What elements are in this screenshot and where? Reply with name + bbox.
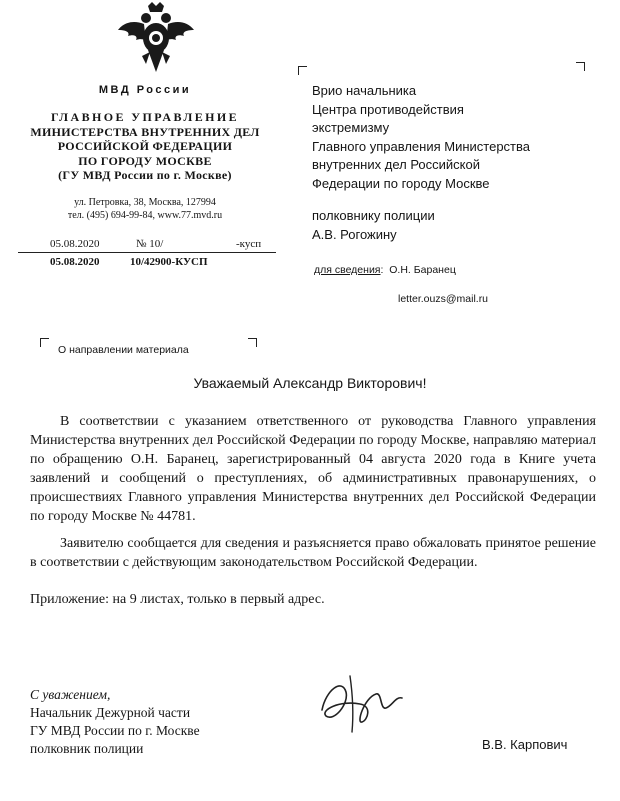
letter-body <box>30 412 596 609</box>
position-line: ГУ МВД России по г. Москве <box>30 723 200 738</box>
greeting: Уважаемый Александр Викторович! <box>193 375 427 391</box>
ministry-short-name: МВД России <box>98 84 192 96</box>
copy-email: letter.ouzs@mail.ru <box>398 293 489 305</box>
registration-stamp <box>18 256 276 270</box>
addressee-line: экстремизму <box>312 120 390 135</box>
copy-recipient <box>314 264 456 276</box>
corner-mark <box>576 62 585 71</box>
copy-label: для сведения <box>314 264 381 276</box>
handwritten-signature-icon <box>316 670 408 736</box>
signature-block <box>30 686 200 758</box>
letter-subject: О направлении материала <box>58 344 189 356</box>
address-line: ул. Петровка, 38, Москва, 127994 <box>74 197 216 208</box>
org-name-line: ГЛАВНОЕ УПРАВЛЕНИЕ <box>50 110 240 124</box>
org-name-line: МИНИСТЕРСТВА ВНУТРЕННИХ ДЕЛ <box>30 124 260 139</box>
organization-address <box>14 196 276 222</box>
addressee-line: Федерации по городу Москве <box>312 175 490 191</box>
addressee-line: Врио начальника <box>312 83 417 98</box>
addressee-line: Центра противодействия <box>312 101 464 117</box>
position-line: Начальник Дежурной части <box>30 705 191 720</box>
addressee-line: внутренних дел Российской <box>312 157 480 172</box>
org-name-line: (ГУ МВД России по г. Москве) <box>58 168 232 182</box>
corner-mark <box>248 338 257 347</box>
body-paragraph: В соответствии с указанием ответственного от руководства Главного управления Министерства внутренних дел Российской Федерации по городу Москве, направляю материал по обращению О.Н. Баранец, зарегистрированный 04 августа 2020 года в Книге учета заявлений и сообщений о преступлениях, об административных правонарушениях, о происшествиях Главного управления Министерства внутренних дел Российской Федерации по городу Москве № 44781. <box>30 414 596 524</box>
organization-name <box>14 110 276 183</box>
addressee-name: А.В. Рогожину <box>312 226 397 242</box>
printed-date: 05.08.2020 <box>50 238 100 250</box>
regards: С уважением, <box>30 687 111 702</box>
copy-name: О.Н. Баранец <box>389 264 456 276</box>
printed-number: № 10/ <box>136 238 164 250</box>
stamped-date: 05.08.2020 <box>50 256 100 268</box>
printed-suffix: -кусп <box>236 238 262 250</box>
corner-mark <box>298 66 307 75</box>
mvd-emblem-icon <box>116 2 196 74</box>
copy-separator: : <box>380 264 384 276</box>
addressee-rank: полковнику полиции <box>312 208 435 223</box>
contact-line: тел. (495) 694-99-84, www.77.mvd.ru <box>67 210 223 221</box>
addressee-block <box>312 82 602 244</box>
addressee-line: Главного управления Министерства <box>312 138 530 154</box>
position-line: полковник полиции <box>30 741 144 756</box>
registration-printed-line <box>18 238 276 253</box>
org-name-line: ПО ГОРОДУ МОСКВЕ <box>78 153 212 168</box>
stamped-number: 10/42900-КУСП <box>130 256 208 268</box>
corner-mark <box>40 338 49 347</box>
org-name-line: РОССИЙСКОЙ ФЕДЕРАЦИИ <box>57 139 233 153</box>
body-paragraph: Заявителю сообщается для сведения и разъясняется право обжаловать принятое решение в соответствии с действующим законодательством Российской Федерации. <box>30 536 596 570</box>
signer-name: В.В. Карпович <box>482 737 568 752</box>
attachment-note: Приложение: на 9 листах, только в первый адрес. <box>30 592 325 607</box>
